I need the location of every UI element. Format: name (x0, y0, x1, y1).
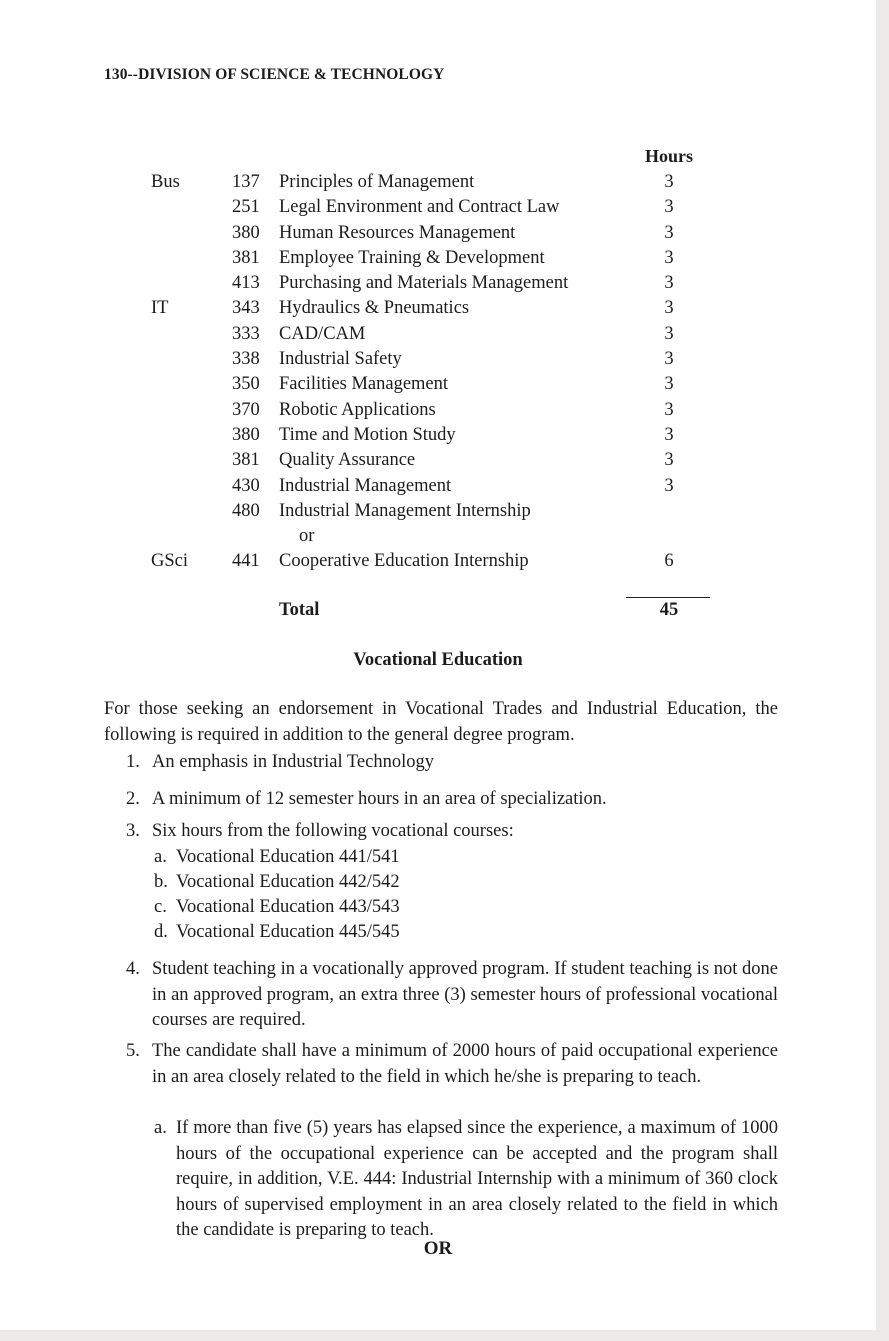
course-title: Principles of Management (279, 172, 475, 192)
sub-marker: d. (154, 922, 168, 942)
list-marker: 1. (126, 752, 140, 772)
or-separator: OR (423, 1238, 453, 1259)
section-title: Vocational Education (353, 650, 523, 670)
list-marker: 5. (126, 1041, 140, 1061)
course-hours: 3 (664, 273, 674, 294)
course-hours: 3 (664, 450, 674, 471)
course-number: 480 (232, 500, 260, 521)
course-number: 370 (232, 399, 260, 420)
list-item: Six hours from the following vocational courses: (152, 821, 514, 841)
sub-list-item: Vocational Education 441/541 (176, 847, 400, 867)
course-number: 333 (232, 323, 260, 344)
course-number: 380 (232, 424, 260, 445)
course-hours: 6 (664, 551, 674, 572)
course-title: Industrial Management Internship (279, 500, 531, 521)
course-number: 441 (232, 551, 260, 572)
sub-list-item: Vocational Education 445/545 (176, 922, 400, 942)
course-hours: 3 (664, 222, 674, 243)
list-item: Student teaching in a vocationally approved program. If student teaching is not done in an approved program, an extra three (3) semester hours of professional vocational courses are required. (152, 959, 778, 1030)
course-title: Industrial Safety (279, 349, 402, 370)
sub-list-item: Vocational Education 443/543 (176, 897, 400, 917)
course-number: 338 (232, 349, 260, 370)
course-hours: 3 (664, 374, 674, 395)
list-marker: 4. (126, 959, 140, 979)
course-dept: Bus (151, 172, 180, 192)
list-marker: 2. (126, 789, 140, 809)
course-number: 137 (232, 172, 260, 192)
list-item: The candidate shall have a minimum of 2000 hours of paid occupational experience in an area closely related to the field in which he/she is preparing to teach. (152, 1041, 778, 1087)
course-hours: 3 (664, 197, 674, 218)
course-hours: 3 (664, 247, 674, 268)
course-number: 413 (232, 273, 260, 294)
course-number: 343 (232, 298, 260, 319)
sub-marker: b. (154, 872, 168, 892)
course-title: Facilities Management (279, 374, 449, 395)
course-title: Purchasing and Materials Management (279, 273, 569, 294)
sub-marker: a. (154, 847, 167, 867)
course-number: 381 (232, 247, 260, 268)
course-title: Hydraulics & Pneumatics (279, 298, 470, 319)
course-dept: GSci (151, 551, 188, 572)
sub-list-item: Vocational Education 442/542 (176, 872, 400, 892)
course-title: Robotic Applications (279, 399, 436, 420)
sub-marker: a. (154, 1118, 167, 1138)
running-head: 130--DIVISION OF SCIENCE & TECHNOLOGY (104, 66, 445, 83)
course-dept: IT (151, 298, 169, 319)
course-number: 251 (232, 197, 260, 218)
course-number: 381 (232, 450, 260, 471)
course-title: Employee Training & Development (279, 247, 545, 268)
course-title: Quality Assurance (279, 450, 416, 471)
list-item: An emphasis in Industrial Technology (152, 752, 434, 772)
course-hours: 3 (664, 399, 674, 420)
total-hours: 45 (659, 600, 679, 620)
course-number: 430 (232, 475, 260, 496)
sub-list-item: If more than five (5) years has elapsed since the experience, a maximum of 1000 hours of the occupational experience can be accepted and the program shall require, in addition, V.E. 444: Industrial Internship with a minimum of 360 clock hours of supervised employment in an area closely related to the field in which the candidate is preparing to teach. (176, 1118, 778, 1240)
course-hours: 3 (664, 349, 674, 370)
course-number: 350 (232, 374, 260, 395)
course-hours: 3 (664, 475, 674, 496)
list-marker: 3. (126, 821, 140, 841)
course-hours: 3 (664, 298, 674, 319)
sub-marker: c. (154, 897, 167, 917)
hours-column-header: Hours (644, 146, 693, 166)
course-title: CAD/CAM (279, 323, 366, 344)
course-number: 380 (232, 222, 260, 243)
requirements-list (104, 0, 778, 1330)
course-title: Legal Environment and Contract Law (279, 197, 560, 218)
course-hours: 3 (664, 323, 674, 344)
course-title: Time and Motion Study (279, 424, 456, 445)
intro-paragraph: For those seeking an endorsement in Vocational Trades and Industrial Education, the following is required in addition to the general degree program. (104, 699, 778, 745)
total-label: Total (279, 600, 320, 620)
course-hours: 3 (664, 424, 674, 445)
course-title: Industrial Management (279, 475, 452, 496)
list-item: A minimum of 12 semester hours in an area of specialization. (152, 789, 607, 809)
or-connector: or (299, 526, 315, 547)
course-hours: 3 (664, 172, 674, 192)
course-title: Human Resources Management (279, 222, 516, 243)
course-title: Cooperative Education Internship (279, 551, 529, 572)
